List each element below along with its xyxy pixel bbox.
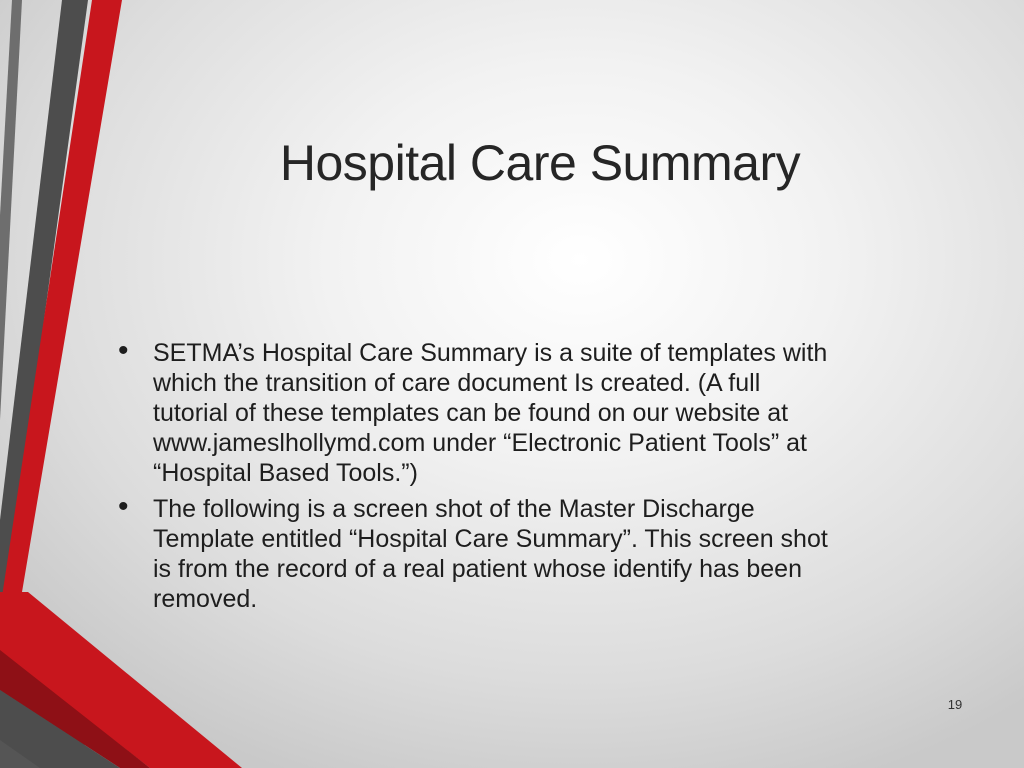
bullet-line: “Hospital Based Tools.”): [153, 459, 418, 487]
bullet-list: [118, 334, 958, 620]
bullet-line: which the transition of care document Is created. (A full: [153, 369, 761, 397]
bullet-line: is from the record of a real patient whose identify has been: [153, 555, 802, 583]
bullet-line: removed.: [153, 585, 258, 613]
page-number: 19: [947, 697, 963, 712]
bullet-item-2: [118, 490, 958, 614]
bullet-marker: •: [118, 490, 129, 523]
bullet-line: www.jameslhollymd.com under “Electronic Patient Tools” at: [153, 429, 807, 457]
bullet-line: Template entitled “Hospital Care Summary”. This screen shot: [153, 525, 828, 553]
slide-title: Hospital Care Summary: [279, 135, 801, 191]
bullet-line: SETMA’s Hospital Care Summary is a suite of templates with: [153, 339, 828, 367]
bullet-marker: •: [118, 334, 129, 367]
bullet-item-1: [118, 334, 958, 488]
bullet-line: The following is a screen shot of the Master Discharge: [153, 495, 755, 523]
bullet-line: tutorial of these templates can be found on our website at: [153, 399, 789, 427]
gray-stripe-thin: [0, 0, 22, 420]
